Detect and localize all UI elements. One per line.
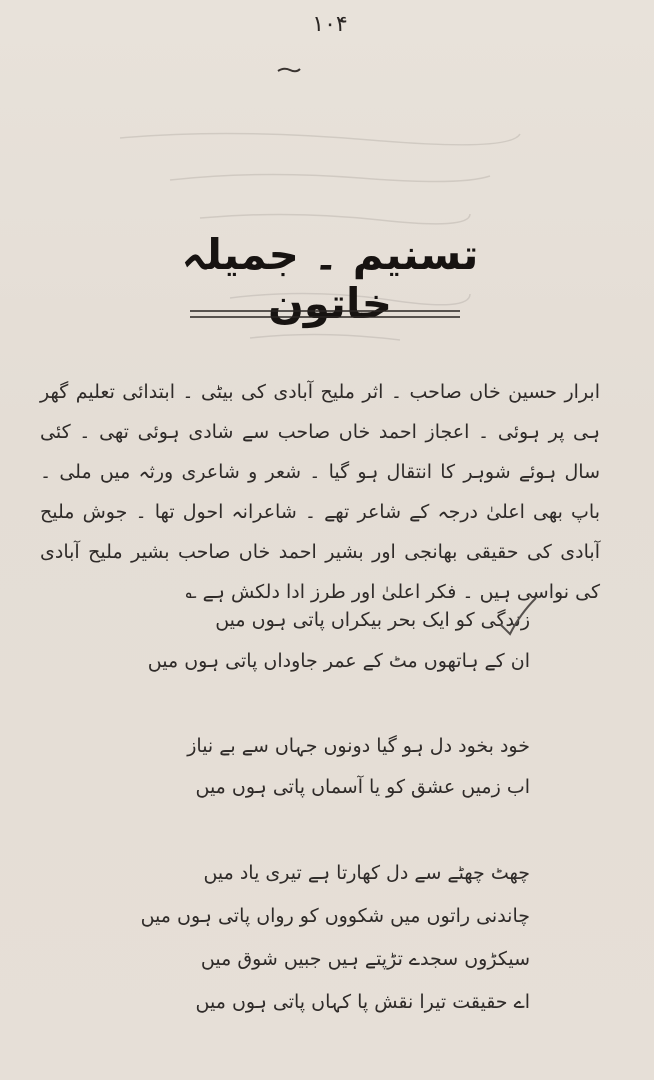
verse-line: زندگی کو ایک بحر بیکراں پاتی ہوں میں [215, 609, 530, 631]
biography-paragraph [40, 372, 600, 612]
title-underline [190, 306, 460, 324]
ink-mark [276, 66, 302, 74]
page-number: ۱۰۴ [312, 12, 348, 37]
biography-text: ابرار حسین خاں صاحب ۔ اثر ملیح آبادی کی بیٹی ۔ ابتدائی تعلیم گھر ہی پر ہوئی ۔ اعجاز احمد خاں صاحب سے شادی ہوئی تھی ۔ کئی سال ہوئے شوہر کا انتقال ہو گیا ۔ شعر و شاعری ورثہ میں ملی ۔ باپ بھی اعلیٰ درجہ کے شاعر تھے ۔ شاعرانہ احول تھا ۔ جوش ملیح آبادی کی حقیقی بھانجی اور بشیر احمد خاں صاحب بشیر ملیح آبادی کی نواسی ہیں ۔ فکر اعلیٰ اور طرز ادا دلکش ہے ؎ [40, 381, 600, 603]
poet-title: تسنیم ۔ جمیلہ خاتون [181, 230, 479, 328]
verse-line: سیکڑوں سجدے تڑپتے ہیں جبیں شوق میں [200, 948, 530, 970]
couplet-1 [147, 600, 530, 682]
verse-line: چھٹ چھٹے سے دل کھارتا ہے تیری یاد میں [203, 862, 530, 884]
check-mark-annotation [498, 594, 538, 638]
verse-line: اے حقیقت تیرا نقش پا کہاں پاتی ہوں میں [195, 991, 530, 1013]
verse-line: خود بخود دل ہو گیا دونوں جہاں سے بے نیاز [187, 735, 530, 757]
verse-line: اب زمیں عشق کو یا آسماں پاتی ہوں میں [195, 776, 530, 798]
stanza-3 [140, 852, 530, 1024]
couplet-2 [150, 726, 530, 808]
verse-line: چاندنی راتوں میں شکووں کو رواں پاتی ہوں میں [140, 905, 530, 927]
verse-line: ان کے ہاتھوں مٹ کے عمر جاوداں پاتی ہوں میں [147, 650, 530, 672]
